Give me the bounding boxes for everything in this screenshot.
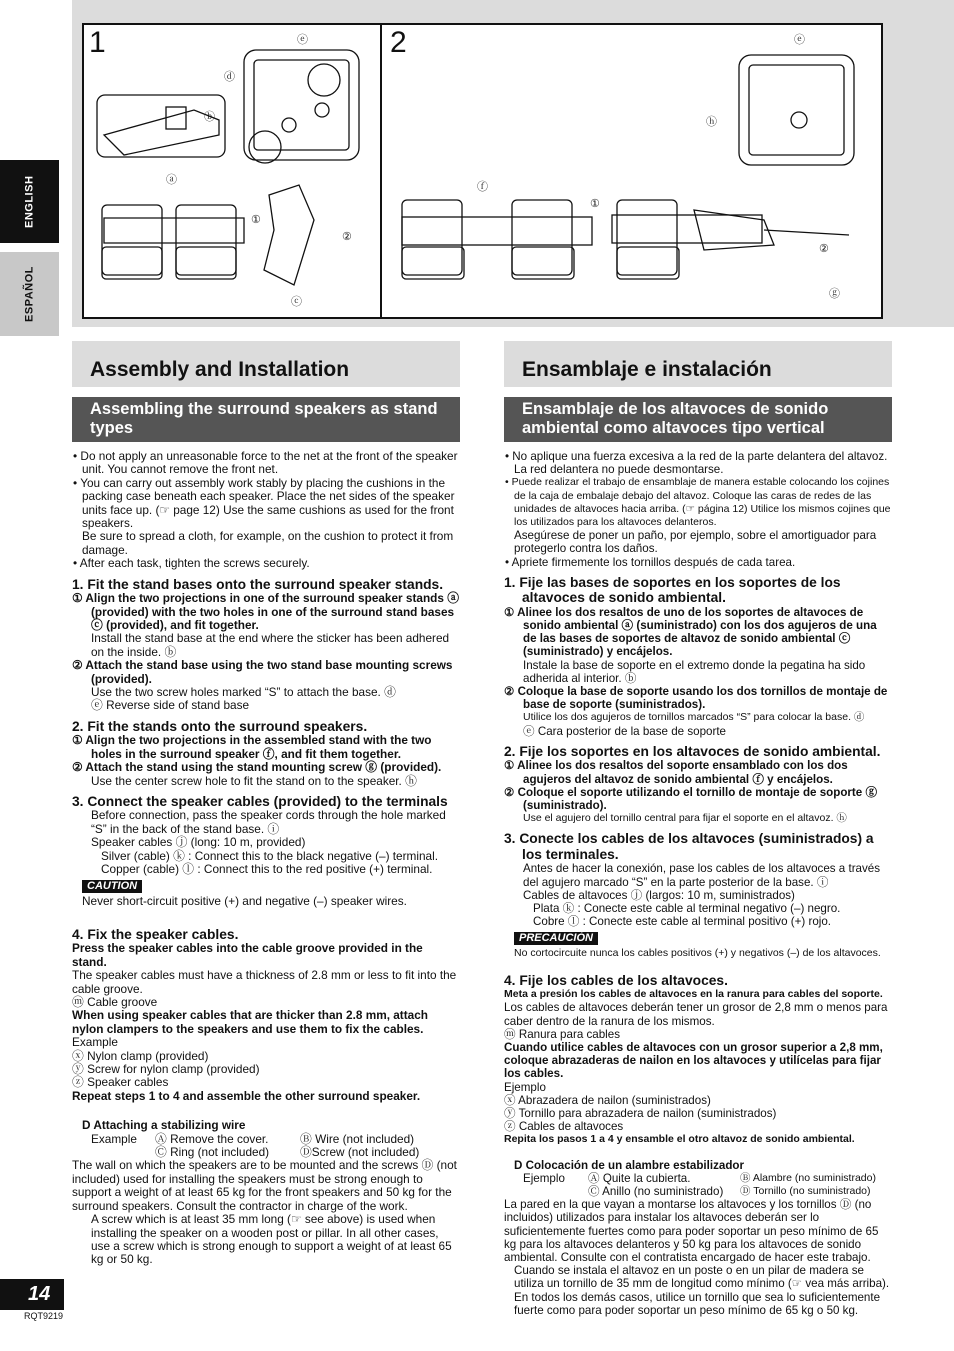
- stabilizing-item: Ⓒ Anillo (no suministrado): [588, 1184, 724, 1198]
- step-3-note: Silver (cable) ⓚ : Connect this to the black negative (–) terminal.: [101, 848, 439, 863]
- bullet-extra: Be sure to spread a cloth, for example, on the cushion to protect it from damage.: [82, 529, 454, 557]
- callout-g: ⓖ: [829, 288, 840, 300]
- step-4-item: ⓩ Speaker cables: [72, 1075, 169, 1090]
- stabilizing-text: A screw which is at least 35 mm long (☞ see above) is used when installing the speaker on a wooden post or pillar. In all other cases, use a screw which is strong enough to support a weight of at least 65 kg or 50 kg.: [91, 1212, 452, 1267]
- stand-piece: [264, 185, 314, 285]
- stabilizing-text: The wall on which the speakers are to be mounted and the screws Ⓓ (not included) used for installing the speakers must be strong enough to support a weight of at least 65 kg for the front speakers and 50 kg for the surround speakers. Consult the contractor in charge of the work.: [72, 1158, 457, 1213]
- stabilizing-example: Example: [91, 1131, 137, 1146]
- step-4-item: ⓨ Screw for nylon clamp (provided): [72, 1062, 260, 1077]
- caution-label: CAUTION: [82, 880, 142, 893]
- tab-english[interactable]: ENGLISH: [0, 160, 59, 243]
- stabilizing-item: Ⓑ Wire (not included): [300, 1131, 415, 1146]
- step-4-text: The speaker cables must have a thickness of 2.8 mm or less to fit into the cable groove.: [72, 968, 457, 996]
- step-1b: ② Attach the stand base using the two stand base mounting screws (provided).: [72, 658, 453, 686]
- step-1-heading: 1. Fit the stand bases onto the surround speaker stands.: [72, 576, 444, 592]
- stabilizing-item: Ⓑ Alambre (no suministrado): [740, 1171, 876, 1184]
- step-3-note: Before connection, pass the speaker cords through the hole marked “S” in the back of the stand base. ⓘ: [91, 808, 446, 836]
- step-1b-note: Use the two screw holes marked “S” to attach the base. ⓓ: [91, 685, 396, 699]
- caution-text: No cortocircuite nunca los cables positivos (+) y negativos (–) de los altavoces.: [514, 947, 881, 960]
- step-4-repeat: Repita los pasos 1 a 4 y ensamble el otro altavoz de sonido ambiental.: [504, 1133, 855, 1146]
- figure-label-1: 1: [89, 26, 106, 59]
- step-4-item: ⓜ Cable groove: [72, 995, 158, 1009]
- section-title: Ensamblaje e instalación: [504, 341, 892, 387]
- step-4-item: ⓜ Ranura para cables: [504, 1027, 620, 1041]
- step-3-note: Cables de altavoces ⓙ (largos: 10 m, suministrados): [523, 888, 795, 902]
- callout-d: ⓓ: [224, 71, 235, 83]
- step-4-bold: Meta a presión los cables de altavoces en la ranura para cables del soporte.: [504, 988, 883, 1001]
- step-2a: ① Alinee los dos resaltos del soporte ensamblado con los dos agujeros del altavoz de sonido ambiental ⓕ y encájelos.: [504, 759, 848, 786]
- stabilizing-text: La pared en la que vayan a montarse los altavoces y los tornillos Ⓓ (no incluidos) utilizados para instalar los altavoces deberán ser lo suficientemente fuertes como para poder soportar un peso mínimo de 65 kg para los altavoces delanteros y 50 kg para los altavoces de sonido ambiental. Consulte con el contratista encargado de hacer este trabajo.: [504, 1198, 879, 1264]
- step-1b-note: ⓔ Cara posterior de la base de soporte: [523, 724, 727, 738]
- tab-espanol[interactable]: ESPAÑOL: [0, 252, 59, 336]
- step-2-heading: 2. Fit the stands onto the surround speakers.: [72, 718, 368, 734]
- subsection-title: Ensamblaje de los altavoces de sonido ambiental como altavoces tipo vertical: [504, 397, 892, 442]
- page-number: 14: [0, 1279, 64, 1310]
- stabilizing-wire-title: D Attaching a stabilizing wire: [82, 1118, 246, 1133]
- step-4-text: Los cables de altavoces deberán tener un grosor de 2,8 mm o menos para caber dentro de la ranura de los mismos.: [504, 1001, 888, 1028]
- step-3-heading: 3. Connect the speaker cables (provided) to the terminals: [72, 793, 448, 809]
- step-4-item: ⓧ Abrazadera de nailon (suministrados): [504, 1093, 711, 1107]
- callout-c: ⓒ: [291, 296, 302, 308]
- step-4-item: ⓩ Cables de altavoces: [504, 1120, 624, 1134]
- stand-base-detail-2: [739, 55, 854, 165]
- surround-speaker-1: [402, 217, 592, 245]
- step-2b: ② Attach the stand using the stand mounting screw ⓖ (provided).: [72, 760, 442, 775]
- step-2b: ② Coloque el soporte utilizando el tornillo de montaje de soporte ⓖ (suministrado).: [504, 785, 878, 812]
- sticker-icon: [166, 107, 186, 129]
- stabilizing-example: Ejemplo: [523, 1171, 565, 1185]
- step-3-note: Antes de hacer la conexión, pase los cables de los altavoces a través del agujero marcado “S” en la parte posterior de la base. ⓘ: [523, 862, 881, 889]
- subsection-title: Assembling the surround speakers as stand types: [72, 397, 460, 442]
- step-4-item: Ejemplo: [504, 1080, 546, 1094]
- stabilizing-item: Ⓐ Quite la cubierta.: [588, 1171, 691, 1185]
- step-3-heading: 3. Conecte los cables de los altavoces (suministrados) a los terminales.: [504, 831, 874, 862]
- bullet-item: • Puede realizar el trabajo de ensamblaje de manera estable colocando los cojines de la caja de embalaje debajo del altavoz. Coloque las caras de redes de las unidades de altavoces hacia arriba. (☞ página 12) Utilice los mismos cojines que los utilizados para los altavoces delanteros.: [504, 476, 892, 529]
- step-2-heading: 2. Fije los soportes en los altavoces de sonido ambiental.: [504, 743, 881, 759]
- step-3-note: Cobre ⓛ : Conecte este cable al terminal positivo (+) rojo.: [533, 915, 832, 929]
- surround-speaker-2: [612, 215, 762, 243]
- section-title: Assembly and Installation: [72, 341, 460, 387]
- step-4-repeat: Repeat steps 1 to 4 and assemble the other surround speaker.: [72, 1088, 421, 1103]
- step-4-bold: When using speaker cables that are thicker than 2.8 mm, attach nylon clampers to the speakers and use them to fix the cables.: [72, 1008, 428, 1036]
- center-screw-hole: [791, 112, 807, 128]
- callout-2-p1: ②: [342, 231, 352, 243]
- step-3-note: Copper (cable) ⓛ : Connect this to the red positive (+) terminal.: [101, 862, 433, 877]
- step-4-heading: 4. Fije los cables de los altavoces.: [504, 972, 728, 988]
- step-2b-note: Use the center screw hole to fit the stand on to the speaker. ⓗ: [91, 773, 417, 788]
- step-4-bold: Cuando utilice cables de altavoces con un grosor superior a 2,8 mm, coloque abrazaderas de nailon en los altavoces y utilícelas para fijar los cables.: [504, 1040, 883, 1081]
- screw-hole-s-upper: [315, 103, 329, 117]
- document-code: RQT9219: [24, 1311, 64, 1321]
- step-4-item: Example: [72, 1035, 118, 1050]
- caution-label: PRECAUCIÓN: [514, 932, 598, 945]
- bullet-item: • No aplique una fuerza excesiva a la red de la parte delantera del altavoz. La red delantera no puede desmontarse.: [504, 450, 892, 476]
- step-4-bold: Press the speaker cables into the cable groove provided in the stand.: [72, 941, 423, 969]
- bullet-item: • Do not apply an unreasonable force to the net at the front of the speaker unit. You cannot remove the front net.: [72, 450, 460, 477]
- step-2a: ① Align the two projections in the assembled stand with the two holes in the surround speaker ⓕ, and fit them together.: [72, 733, 432, 761]
- step-1b-note: Utilice los dos agujeros de tornillos marcados “S” para colocar la base. ⓓ: [523, 711, 865, 724]
- stand-base-detail-1: [244, 50, 359, 160]
- caution-text: Never short-circuit positive (+) and negative (–) speaker wires.: [82, 894, 407, 909]
- step-1b: ② Coloque la base de soporte usando los dos tornillos de montaje de base de soporte (suministrados).: [504, 685, 888, 712]
- stabilizing-item: ⒹScrew (not included): [300, 1145, 420, 1160]
- step-1b-note: ⓔ Reverse side of stand base: [91, 698, 250, 713]
- callout-1-p2: ①: [590, 198, 600, 210]
- step-4-item: ⓧ Nylon clamp (provided): [72, 1048, 209, 1063]
- english-column: [72, 341, 460, 1267]
- callout-e-1: ⓔ: [297, 34, 308, 46]
- step-3-note: Plata ⓚ : Conecte este cable al terminal negativo (–) negro.: [533, 901, 841, 915]
- step-3-note: Speaker cables ⓙ (long: 10 m, provided): [91, 835, 306, 850]
- stabilizing-wire-title: D Colocación de un alambre estabilizador: [514, 1158, 744, 1172]
- callout-b: ⓑ: [204, 111, 215, 123]
- step-4-heading: 4. Fix the speaker cables.: [72, 926, 239, 942]
- bullet-item: • Apriete firmemente los tornillos después de cada tarea.: [504, 556, 892, 569]
- bullet-item: • You can carry out assembly work stably by placing the cushions in the packing case beneath each speaker. Place the net sides of the speaker units face up. (☞ page 12) Use the same cushions as used for the front speakers.: [72, 477, 460, 531]
- step-1a: ① Alinee los dos resaltos de uno de los soportes de altavoces de sonido ambiental ⓐ (suministrado) con los dos agujeros de una de las bases de soportes de altavoz de sonido ambiental ⓒ (suministrado) y encájelos.: [504, 605, 877, 659]
- step-1a-note: Install the stand base at the end where the sticker has been adhered on the inside. ⓑ: [91, 631, 450, 659]
- callout-2-p2: ②: [819, 243, 829, 255]
- callout-f: ⓕ: [477, 181, 488, 193]
- stabilizing-text: Cuando se instala el altavoz en un poste o en un pilar de madera se utiliza un tornillo de 35 mm de longitud como mínimo (☞ vea más arriba). En todos los demás casos, utilice un tornillo que sea lo suficientemente fuerte como para poder soportar un peso mínimo de 65 kg o 50 kg.: [514, 1264, 890, 1317]
- step-1a-note: Instale la base de soporte en el extremo donde la pegatina ha sido adherida al interior. ⓑ: [523, 658, 866, 685]
- spanish-column: [504, 341, 892, 1317]
- callout-h: ⓗ: [706, 116, 717, 128]
- assembly-illustration: [84, 25, 881, 317]
- step-2b-note: Use el agujero del tornillo central para fijar el soporte en el altavoz. ⓗ: [523, 812, 847, 825]
- stabilizing-item: Ⓒ Ring (not included): [155, 1145, 270, 1160]
- callout-a: ⓐ: [166, 174, 177, 186]
- step-4-item: ⓨ Tornillo para abrazadera de nailon (suministrados): [504, 1106, 777, 1120]
- figure-label-2: 2: [390, 26, 407, 59]
- bullet-extra: Asegúrese de poner un paño, por ejemplo, sobre el amortiguador para protegerlo contra los daños.: [514, 529, 877, 556]
- step-1a: ① Align the two projections in one of the surround speaker stands ⓐ (provided) with the two holes in one of the surround stand bases ⓒ (provided), and fit together.: [72, 591, 460, 632]
- callout-e-2: ⓔ: [794, 34, 805, 46]
- step-1-heading: 1. Fije las bases de soportes en los soportes de los altavoces de sonido ambiental.: [504, 574, 841, 606]
- screw-hole-s-lower: [282, 118, 296, 132]
- stabilizing-item: Ⓓ Tornillo (no suministrado): [740, 1184, 871, 1197]
- callout-1-p1: ①: [251, 214, 261, 226]
- stabilizing-item: Ⓐ Remove the cover.: [155, 1131, 269, 1146]
- bullet-item: • After each task, tighten the screws securely.: [72, 557, 460, 570]
